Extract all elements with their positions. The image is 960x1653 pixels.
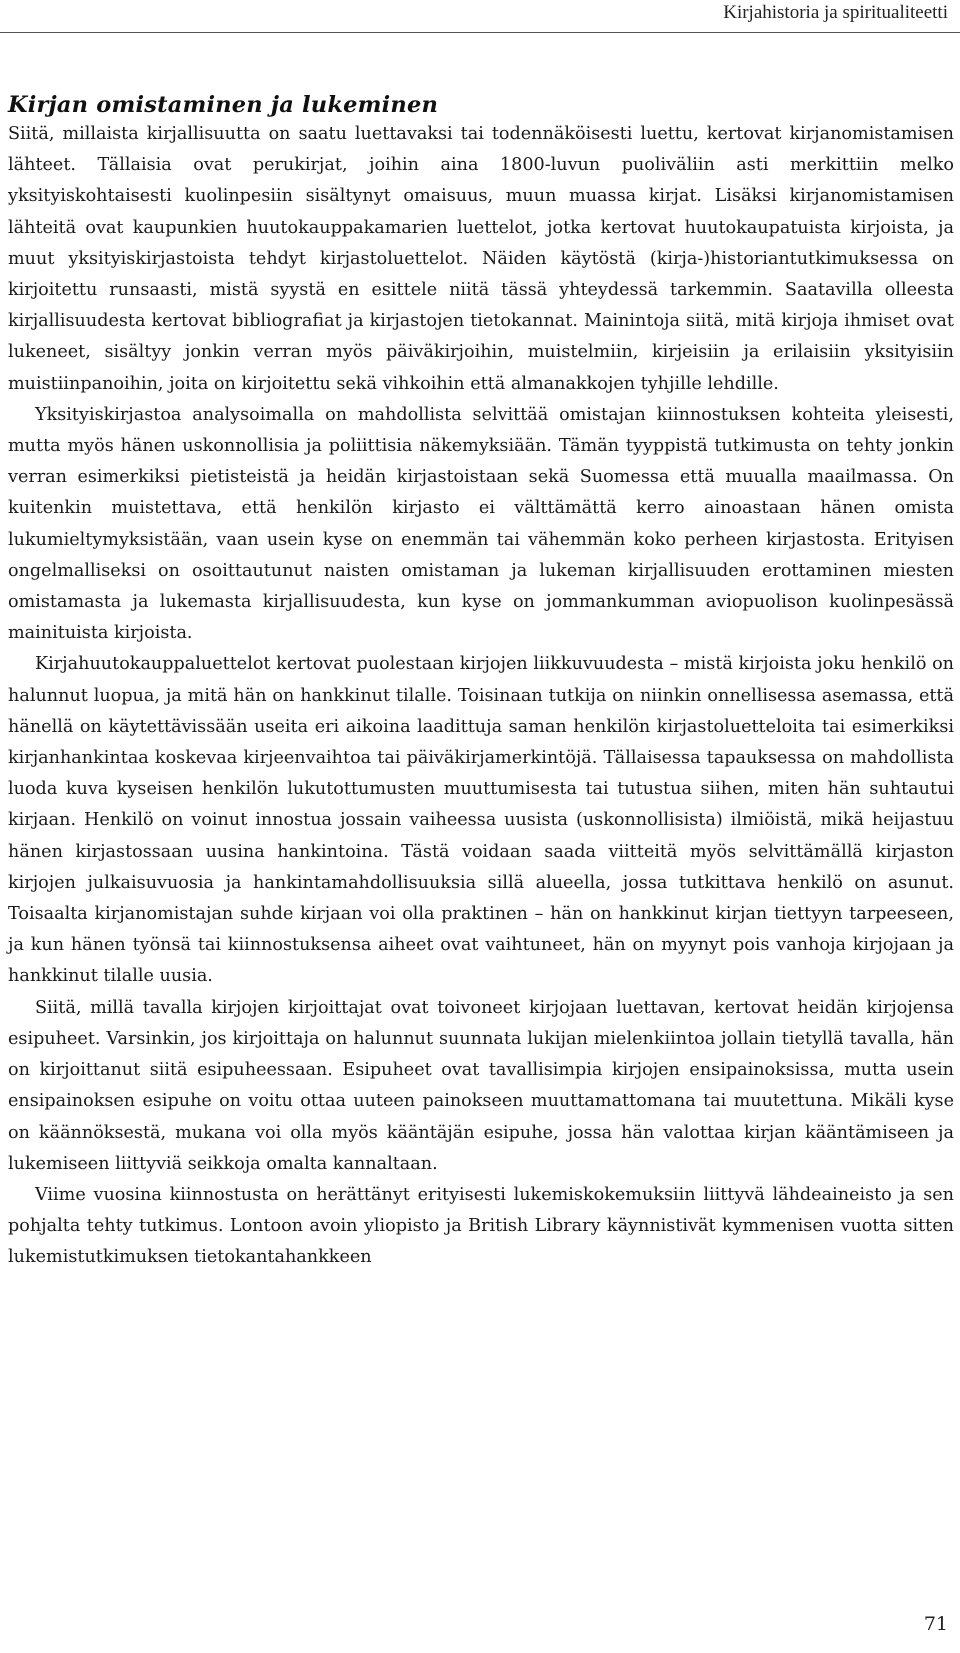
paragraph-prefaces: Siitä, millä tavalla kirjojen kirjoittajat ovat toivoneet kirjojaan luettavan, kertovat heidän kirjojensa esipuheet. Varsinkin, jos kirjoittaja on halunnut suunnata lukijan mielenkiintoa jollain tietyllä tavalla, hän on kirjoittanut siitä esipuheessaan. Esipuheet ovat tavallisimpia kirjojen ensipainoksissa, mutta usein ensipainoksen esipuhe on voitu ottaa uuteen painokseen muuttamattomana tai muutettuna. Mikäli kyse on käännöksestä, mukana voi olla myös kääntäjän esipuhe, jossa hän valottaa kirjan kääntämiseen ja lukemiseen liittyviä seikkoja omalta kannaltaan. <box>8 997 954 1174</box>
section-body <box>8 91 954 1274</box>
paragraph-auction-catalogues: Kirjahuutokauppaluettelot kertovat puolestaan kirjojen liikkuvuudesta – mistä kirjoista joku henkilö on halunnut luopua, ja mitä hän on hankkinut tilalle. Toisinaan tutkija on niinkin onnellisessa asemassa, että hänellä on käytettävissään useita eri aikoina laadittuja saman henkilön kirjastoluetteloita tai esimerkiksi kirjanhankintaa koskevaa kirjeenvaihtoa tai päiväkirjamerkintöjä. Tällaisessa tapauksessa on mahdollista luoda kuva kyseisen henkilön lukutottumusten muuttumisesta tai tutustua siihen, miten hän suhtautui kirjaan. Henkilö on voinut innostua jossain vaiheessa uusista (uskonnollisista) ilmiöistä, mikä heijastuu hänen kirjastossaan uusina hankintoina. Tästä voidaan saada viitteitä myös selvittämällä kirjaston kirjojen julkaisuvuosia ja hankintamahdollisuuksia sillä alueella, jossa tutkittava henkilö on asunut. Toisaalta kirjanomistajan suhde kirjaan voi olla praktinen – hän on hankkinut kirjan tiettyyn tarpeeseen, ja kun hänen työnsä tai kiinnostuksensa aiheet ovat vaihtuneet, hän on myynyt pois vanhoja kirjojaan ja hankkinut tilalle uusia. <box>8 654 954 987</box>
header-rule <box>0 32 960 33</box>
paragraph-private-libraries: Yksityiskirjastoa analysoimalla on mahdollista selvittää omistajan kiinnostuksen kohteita yleisesti, mutta myös hänen uskonnollisia ja poliittisia näkemyksiään. Tämän tyyppistä tutkimusta on tehty jonkin verran esimerkiksi pietisteistä ja heidän kirjastoistaan sekä Suomessa että muualla maailmassa. On kuitenkin muistettava, että henkilön kirjasto ei välttämättä kerro ainoastaan hänen omista lukumieltymyksistään, vaan usein kyse on enemmän tai vähemmän koko perheen kirjastosta. Erityisen ongelmalliseksi on osoittautunut naisten omistaman ja lukeman kirjallisuuden erottaminen miesten omistamasta ja lukemasta kirjallisuudesta, kun kyse on jommankumman aviopuolison kuolinpesässä mainituista kirjoista. <box>8 404 954 644</box>
paragraph-ownership-sources: Siitä, millaista kirjallisuutta on saatu luettavaksi tai todennäköisesti luettu, kertovat kirjanomistamisen lähteet. Tällaisia ovat perukirjat, joihin aina 1800-luvun puoliväliin asti merkittiin melko yksityiskohtaisesti kuolinpesiin sisältynyt omaisuus, muun muassa kirjat. Lisäksi kirjanomistamisen lähteitä ovat kaupunkien huutokauppakamarien luettelot, jotka kertovat huutokaupatuista kirjoista, ja muut yksityiskirjastoista tehdyt kirjastoluettelot. Näiden käytöstä (kirja-)historiantutkimuksessa on kirjoitettu runsaasti, mistä syystä en esittele niitä tässä yhteydessä tarkemmin. Saatavilla olleesta kirjallisuudesta kertovat bibliografiat ja kirjastojen tietokannat. Mainintoja siitä, mitä kirjoja ihmiset ovat lukeneet, sisältyy jonkin verran myös päiväkirjoihin, muistelmiin, kirjeisiin ja erilaisiin yksityisiin muistiinpanoihin, joita on kirjoitettu sekä vihkoihin että almanakkojen tyhjille lehdille. <box>8 124 954 394</box>
section-heading: Kirjan omistaminen ja lukeminen <box>8 92 439 118</box>
running-header: Kirjahistoria ja spiritualiteetti <box>723 2 948 23</box>
paragraph-reading-experiences: Viime vuosina kiinnostusta on herättänyt erityisesti lukemiskokemuksiin liittyvä lähdeaineisto ja sen pohjalta tehty tutkimus. Lontoon avoin yliopisto ja British Library käynnistivät kymmenisen vuotta sitten lukemistutkimuksen tietokantahankkeen <box>8 1184 954 1268</box>
page-number: 71 <box>923 1613 948 1635</box>
